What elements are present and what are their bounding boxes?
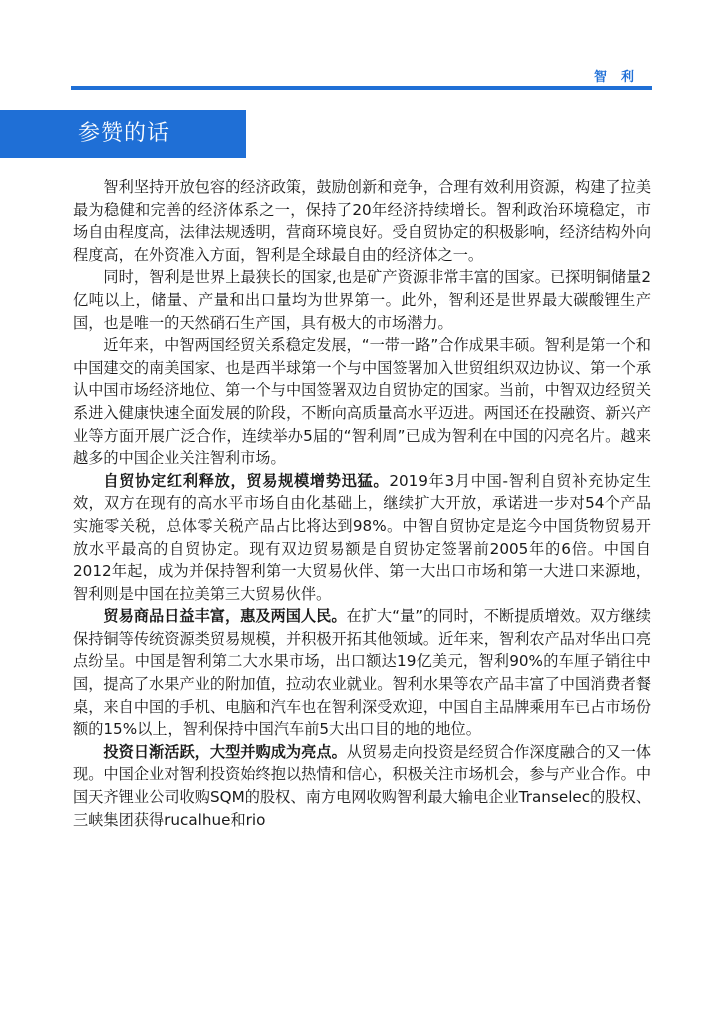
- paragraph: [73, 266, 651, 334]
- paragraph-text: 2019年3月中国-智利自贸补充协定生效，双方在现有的高水平市场自由化基础上，继续扩大开放，承诺进一步对54个产品实施零关税，总体零关税产品占比将达到98%。中智自贸协定是迄今中国货物贸易开放水平最高的自贸协定。现有双边贸易额是自贸协定签署前2005年的6倍。中国自2012年起，成为并保持智利第一大贸易伙伴、第一大出口市场和第一大进口来源地，智利则是中国在拉美第三大贸易伙伴。: [73, 471, 651, 603]
- paragraph-lead: 贸易商品日益丰富，惠及两国人民。: [103, 607, 347, 626]
- paragraph-text: 在扩大“量”的同时，不断提质增效。双方继续保持铜等传统资源类贸易规模，并积极开拓其他领域。近年来，智利农产品对华出口亮点纷呈。中国是智利第二大水果市场，出口额达19亿美元，智利90%的车厘子销往中国，提高了水果产业的附加值，拉动农业就业。智利水果等农产品丰富了中国消费者餐桌，来自中国的手机、电脑和汽车也在智利深受欢迎，中国自主品牌乘用车已占市场份额的15%以上，智利保持中国汽车前5大出口目的地的地位。: [73, 607, 651, 739]
- paragraph-lead: 投资日渐活跃，大型并购成为亮点。: [103, 742, 347, 761]
- header-divider: [71, 86, 652, 90]
- paragraph-text: 近年来，中智两国经贸关系稳定发展，“一带一路”合作成果丰硕。智利是第一个和中国建交的南美国家、也是西半球第一个与中国签署加入世贸组织双边协议、第一个承认中国市场经济地位、第一个与中国签署双边自贸协定的国家。当前，中智双边经贸关系进入健康快速全面发展的阶段，不断向高质量高水平迈进。两国还在投融资、新兴产业等方面开展广泛合作，连续举办5届的“智利周”已成为智利在中国的闪亮名片。越来越多的中国企业关注智利市场。: [73, 336, 651, 468]
- paragraph: [73, 470, 651, 606]
- paragraph-text: 同时，智利是世界上最狭长的国家,也是矿产资源非常丰富的国家。已探明铜储量2亿吨以上，储量、产量和出口量均为世界第一。此外，智利还是世界最大碳酸锂生产国，也是唯一的天然硝石生产国，具有极大的市场潜力。: [73, 268, 651, 332]
- paragraph: [73, 334, 651, 470]
- running-header-title: 智利: [593, 70, 648, 85]
- section-title: 参赞的话: [78, 121, 171, 146]
- section-banner: [0, 110, 246, 158]
- article-body: [73, 176, 651, 831]
- paragraph-text: 从贸易走向投资是经贸合作深度融合的又一体现。中国企业对智利投资始终抱以热情和信心，积极关注市场机会，参与产业合作。中国天齐锂业公司收购SQM的股权、南方电网收购智利最大输电企业Transelec的股权、三峡集团获得rucalhue和rio: [73, 742, 652, 829]
- paragraph-lead: 自贸协定红利释放，贸易规模增势迅猛。: [103, 471, 390, 490]
- paragraph: [73, 605, 651, 741]
- paragraph: [73, 741, 651, 831]
- paragraph: [73, 176, 651, 266]
- paragraph-text: 智利坚持开放包容的经济政策，鼓励创新和竞争，合理有效利用资源，构建了拉美最为稳健和完善的经济体系之一，保持了20年经济持续增长。智利政治环境稳定，市场自由程度高，法律法规透明，营商环境良好。受自贸协定的积极影响，经济结构外向程度高，在外资准入方面，智利是全球最自由的经济体之一。: [73, 178, 651, 264]
